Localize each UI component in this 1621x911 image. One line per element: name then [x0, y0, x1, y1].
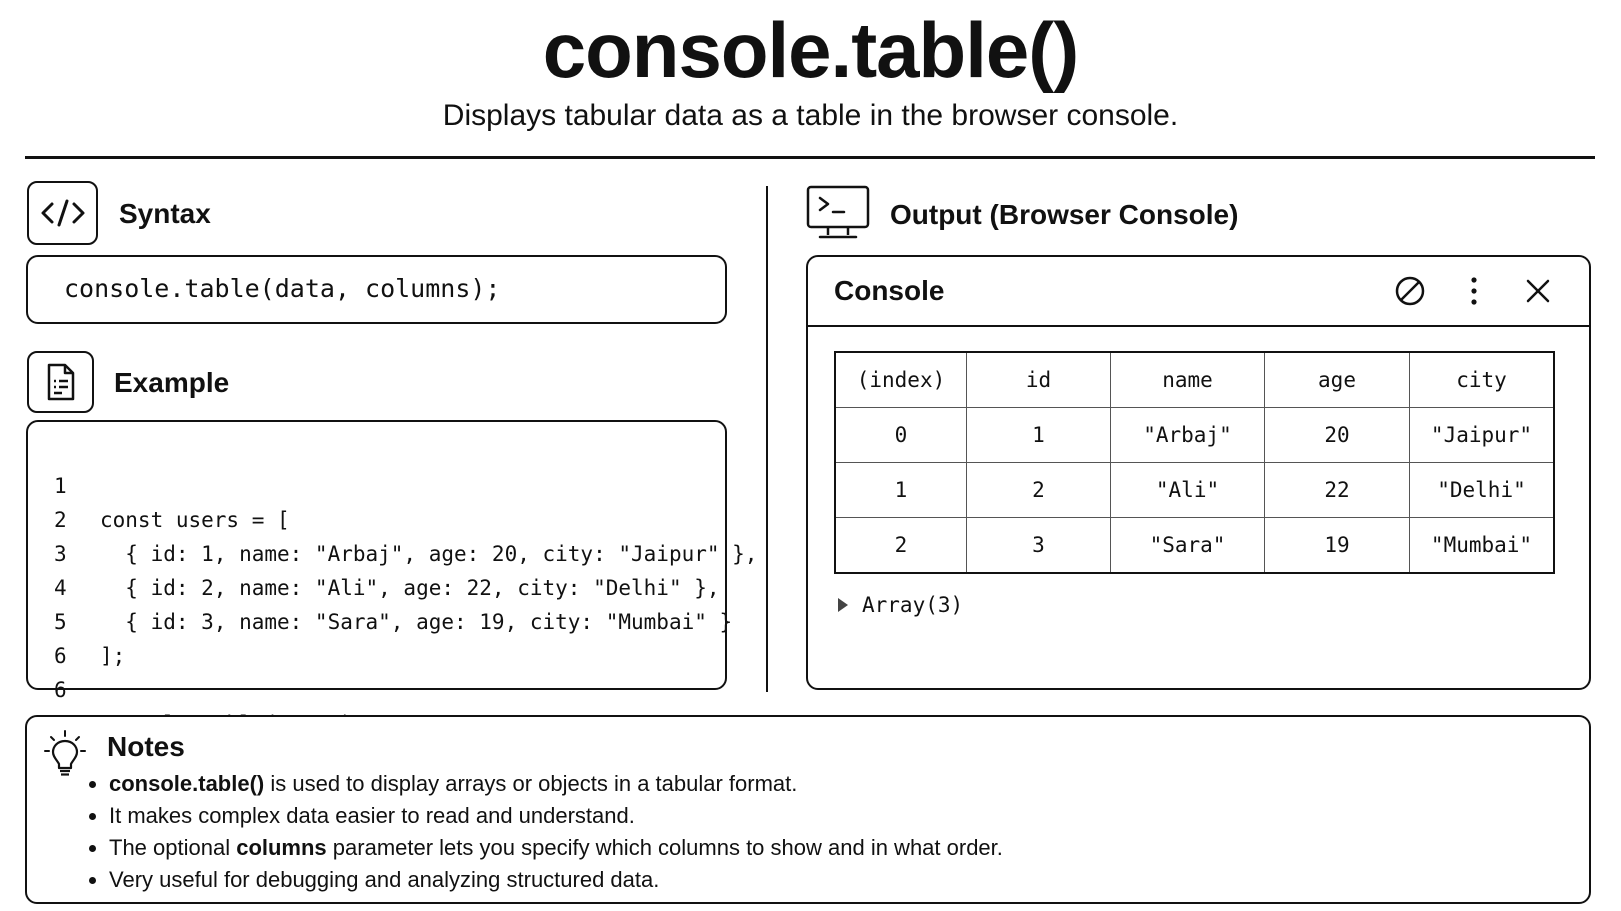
console-table [834, 351, 1555, 574]
note-item: console.table() is used to display arrays or objects in a tabular format. [109, 769, 797, 799]
expand-triangle-icon[interactable] [838, 598, 848, 612]
table-cell: "Ali" [1111, 463, 1265, 518]
table-cell: 19 [1265, 518, 1410, 574]
notes-panel [25, 715, 1591, 904]
table-cell: 1 [835, 463, 967, 518]
console-title: Console [834, 275, 945, 306]
close-icon[interactable] [1520, 273, 1556, 309]
console-panel [806, 255, 1591, 690]
code-line: 1 const users = [ [54, 474, 290, 532]
document-icon [27, 351, 94, 413]
code-line: 6 [54, 678, 67, 702]
syntax-heading: Syntax [119, 198, 211, 229]
header-divider [25, 156, 1595, 159]
table-cell: 0 [835, 408, 967, 463]
table-cell: 22 [1265, 463, 1410, 518]
example-code-box [26, 420, 758, 702]
code-line: 4 { id: 3, name: "Sara", age: 19, city: "Mumbai" } [54, 576, 733, 634]
table-header-row [835, 352, 1554, 408]
output-heading: Output (Browser Console) [890, 199, 1239, 230]
table-cell: 20 [1265, 408, 1410, 463]
note-item: It makes complex data easier to read and understand. [109, 801, 635, 831]
column-header: id [967, 352, 1111, 408]
table-row [835, 463, 1554, 518]
code-line: 3 { id: 2, name: "Ali", age: 22, city: "Delhi" }, [54, 542, 720, 600]
syntax-code: console.table(data, columns); [64, 274, 501, 303]
note-item: The optional columns parameter lets you specify which columns to show and in what order. [109, 833, 1003, 863]
code-line: 2 { id: 1, name: "Arbaj", age: 20, city: "Jaipur" }, [54, 508, 758, 566]
table-row [835, 408, 1554, 463]
column-header: (index) [835, 352, 967, 408]
more-icon[interactable] [1456, 273, 1492, 309]
notes-heading: Notes [107, 731, 185, 762]
column-header: city [1410, 352, 1555, 408]
page-title: console.table() [542, 6, 1079, 94]
table-cell: 3 [967, 518, 1111, 574]
table-cell: 1 [967, 408, 1111, 463]
column-header: name [1111, 352, 1265, 408]
table-cell: 2 [967, 463, 1111, 518]
table-row [835, 518, 1554, 574]
page-subtitle: Displays tabular data as a table in the browser console. [442, 99, 1179, 132]
table-cell: "Jaipur" [1410, 408, 1555, 463]
syntax-code-box [26, 255, 727, 324]
table-cell: "Mumbai" [1410, 518, 1555, 574]
array-expander[interactable] [838, 590, 963, 620]
table-cell: 2 [835, 518, 967, 574]
table-cell: "Delhi" [1410, 463, 1555, 518]
table-cell: "Sara" [1111, 518, 1265, 574]
code-line: 6 [54, 644, 67, 668]
terminal-icon [806, 185, 870, 241]
column-header: age [1265, 352, 1410, 408]
code-line: 5 ]; [54, 610, 126, 668]
note-item: Very useful for debugging and analyzing structured data. [109, 865, 659, 895]
clear-icon[interactable] [1392, 273, 1428, 309]
array-label: Array(3) [862, 593, 964, 617]
table-cell: "Arbaj" [1111, 408, 1265, 463]
console-header [808, 257, 1589, 327]
column-divider [766, 186, 768, 692]
code-icon [27, 181, 98, 245]
lightbulb-icon [43, 729, 87, 779]
example-heading: Example [114, 367, 230, 398]
